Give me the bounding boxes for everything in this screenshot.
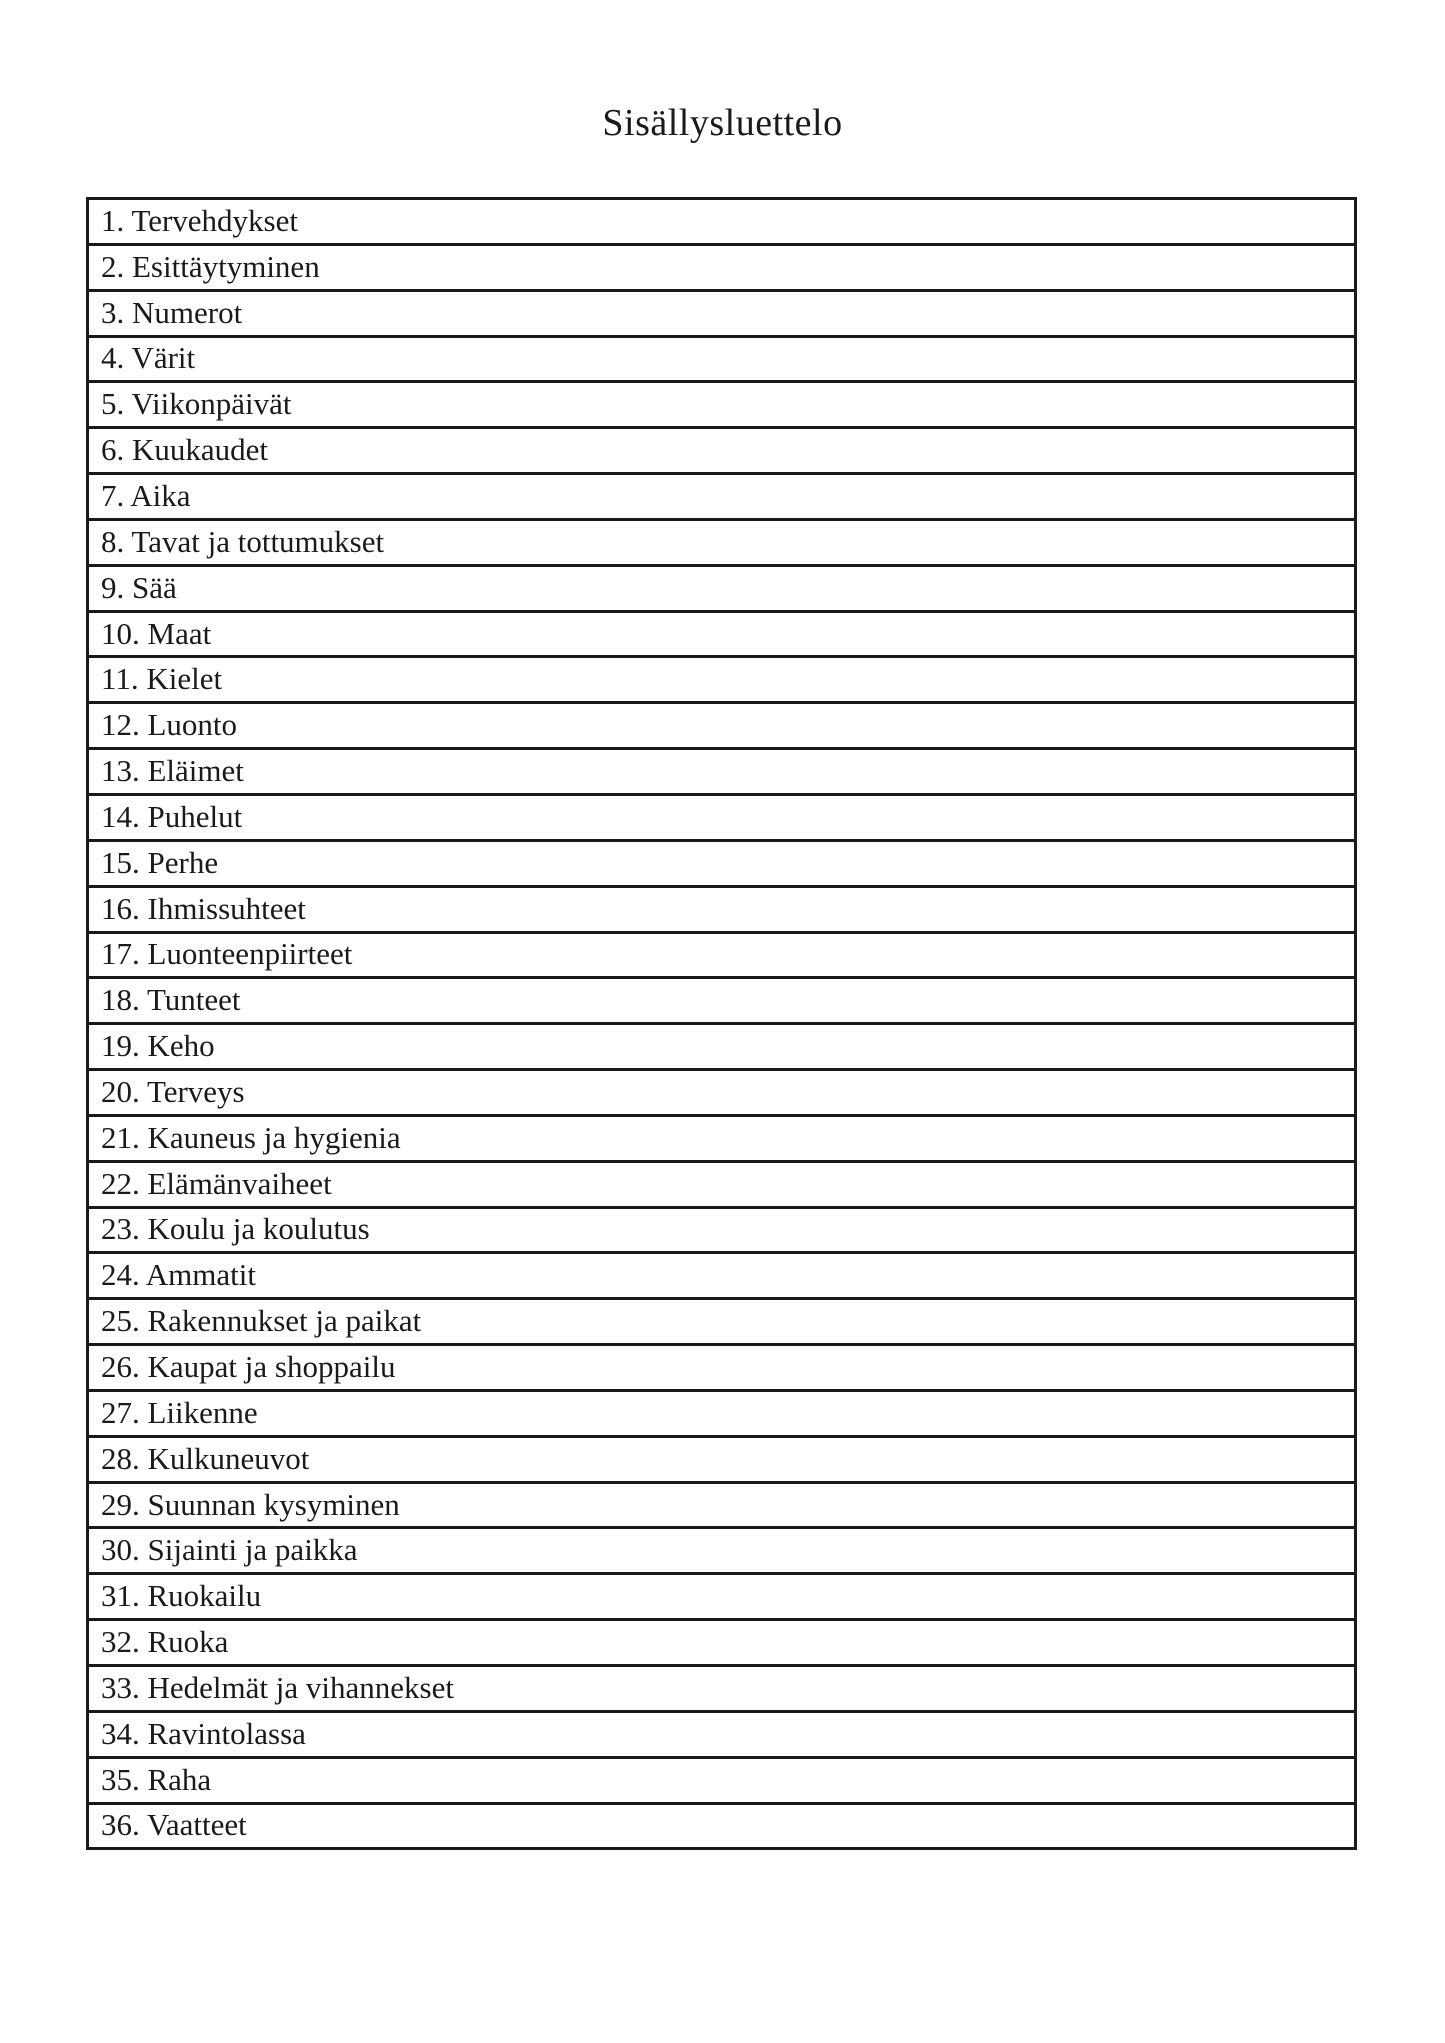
toc-row-label: 31. Ruokailu: [101, 1578, 262, 1614]
toc-row-label: 33. Hedelmät ja vihannekset: [101, 1669, 454, 1705]
toc-row-label: 26. Kaupat ja shoppailu: [101, 1349, 396, 1385]
toc-row-label: 20. Terveys: [101, 1073, 245, 1109]
toc-row: [89, 1484, 1354, 1530]
toc-row: [89, 338, 1354, 384]
toc-row: [89, 796, 1354, 842]
toc-row-label: 27. Liikenne: [101, 1394, 258, 1430]
toc-row-label: 19. Keho: [101, 1028, 215, 1064]
toc-row-label: 32. Ruoka: [101, 1624, 229, 1660]
toc-row: [89, 704, 1354, 750]
toc-row: [89, 1529, 1354, 1575]
toc-row: [89, 750, 1354, 796]
toc-row: [89, 979, 1354, 1025]
table-of-contents: [86, 197, 1357, 1850]
toc-row-label: 36. Vaatteet: [101, 1807, 247, 1843]
toc-row: [89, 1254, 1354, 1300]
toc-row: [89, 1621, 1354, 1667]
toc-row: [89, 1805, 1354, 1848]
toc-row-label: 9. Sää: [101, 569, 177, 605]
toc-row: [89, 613, 1354, 659]
toc-row: [89, 888, 1354, 934]
toc-row: [89, 1759, 1354, 1805]
toc-row-label: 10. Maat: [101, 615, 212, 651]
toc-row: [89, 658, 1354, 704]
toc-row-label: 14. Puhelut: [101, 798, 243, 834]
toc-row-label: 5. Viikonpäivät: [101, 386, 292, 422]
toc-row: [89, 1209, 1354, 1255]
toc-row-label: 25. Rakennukset ja paikat: [101, 1303, 422, 1339]
toc-row-label: 18. Tunteet: [101, 982, 241, 1018]
toc-row: [89, 1300, 1354, 1346]
toc-row-label: 16. Ihmissuhteet: [101, 890, 306, 926]
toc-row-label: 2. Esittäytyminen: [101, 248, 320, 284]
toc-row-label: 24. Ammatit: [101, 1257, 256, 1293]
toc-row: [89, 246, 1354, 292]
toc-row-label: 3. Numerot: [101, 294, 243, 330]
toc-row-label: 17. Luonteenpiirteet: [101, 936, 353, 972]
toc-row: [89, 934, 1354, 980]
toc-row: [89, 1025, 1354, 1071]
toc-row: [89, 1575, 1354, 1621]
toc-row: [89, 1163, 1354, 1209]
toc-row-label: 12. Luonto: [101, 707, 238, 743]
toc-row: [89, 1346, 1354, 1392]
toc-row: [89, 1117, 1354, 1163]
toc-row: [89, 475, 1354, 521]
toc-row: [89, 1392, 1354, 1438]
toc-row: [89, 842, 1354, 888]
toc-row-label: 35. Raha: [101, 1761, 212, 1797]
page-title: Sisällysluettelo: [602, 102, 843, 145]
toc-row-label: 7. Aika: [101, 477, 191, 513]
toc-row-label: 29. Suunnan kysyminen: [101, 1486, 400, 1522]
toc-row-label: 22. Elämänvaiheet: [101, 1165, 332, 1201]
toc-row: [89, 567, 1354, 613]
toc-row: [89, 1438, 1354, 1484]
toc-row: [89, 200, 1354, 246]
toc-row-label: 11. Kielet: [101, 661, 223, 697]
toc-row: [89, 1071, 1354, 1117]
toc-row-label: 6. Kuukaudet: [101, 432, 269, 468]
toc-row-label: 8. Tavat ja tottumukset: [101, 523, 385, 559]
toc-row-label: 15. Perhe: [101, 844, 219, 880]
toc-row-label: 21. Kauneus ja hygienia: [101, 1119, 401, 1155]
toc-row: [89, 1667, 1354, 1713]
toc-row: [89, 292, 1354, 338]
toc-row-label: 13. Eläimet: [101, 753, 244, 789]
toc-row-label: 34. Ravintolassa: [101, 1715, 306, 1751]
toc-row-label: 23. Koulu ja koulutus: [101, 1211, 370, 1247]
toc-row-label: 1. Tervehdykset: [101, 202, 298, 238]
toc-row: [89, 383, 1354, 429]
toc-row-label: 28. Kulkuneuvot: [101, 1440, 310, 1476]
toc-row-label: 4. Värit: [101, 340, 196, 376]
toc-row-label: 30. Sijainti ja paikka: [101, 1532, 358, 1568]
toc-row: [89, 521, 1354, 567]
toc-row: [89, 1713, 1354, 1759]
toc-row: [89, 429, 1354, 475]
